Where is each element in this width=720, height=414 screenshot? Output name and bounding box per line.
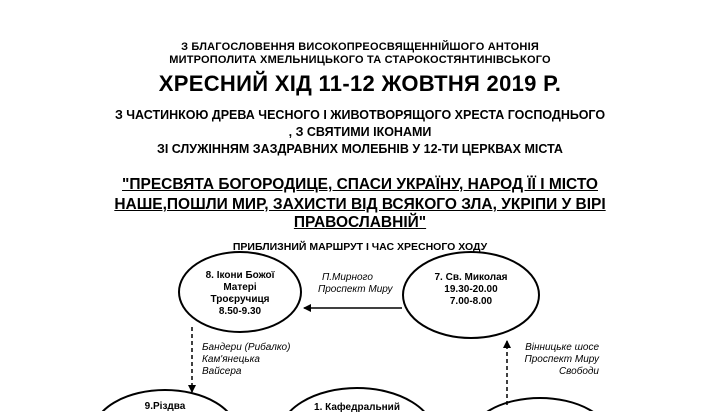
stop-7-label xyxy=(411,272,531,308)
prayer-line-2: НАШЕ,ПОШЛИ МИР, ЗАХИСТИ ВІД ВСЯКОГО ЗЛА, УКРІПИ У ВІРІ xyxy=(114,196,606,213)
prayer-line-1: "ПРЕСВЯТА БОГОРОДИЦЕ, СПАСИ УКРАЇНУ, НАРОД ЇЇ І МІСТО xyxy=(122,176,598,193)
stop-1-line-1: 1. Кафедральний xyxy=(314,402,400,413)
stop-8-label xyxy=(180,270,300,318)
path-to-7-note xyxy=(517,342,599,378)
stop-9-line-1: 9.Різдва xyxy=(144,401,186,412)
path-8-9-line-2: Кам'янецька xyxy=(202,354,260,365)
stop-8-line-3: Троєручиця xyxy=(210,294,270,305)
next-stop-ellipse xyxy=(470,398,610,411)
path-7-8-line-2: Проспект Миру xyxy=(318,284,393,295)
stop-8-line-2: Матері xyxy=(223,282,257,293)
path-7-8-note xyxy=(318,272,393,296)
stop-7-line-1: 7. Св. Миколая xyxy=(434,272,508,283)
route-caption: ПРИБЛИЗНИЙ МАРШРУТ І ЧАС ХРЕСНОГО ХОДУ xyxy=(232,241,488,253)
path-8-9-note xyxy=(202,342,290,378)
stop-8-time: 8.50-9.30 xyxy=(218,306,262,317)
path-to-7-line-3: Свободи xyxy=(558,366,599,377)
stop-9-label xyxy=(110,401,220,413)
path-8-9-line-3: Вайсера xyxy=(202,366,242,377)
subtitle-line-2: , З СВЯТИМИ ІКОНАМИ xyxy=(288,125,432,139)
stop-7-time-2: 7.00-8.00 xyxy=(449,296,493,307)
prayer-line-3: ПРАВОСЛАВНІЙ" xyxy=(293,214,427,231)
subtitle-line-3: ЗІ СЛУЖІННЯМ ЗАЗДРАВНИХ МОЛЕБНІВ У 12-ТИ ЦЕРКВАХ МІСТА xyxy=(157,142,563,156)
blessing-line-1: З БЛАГОСЛОВЕННЯ ВИСОКОПРЕОСВЯЩЕННІЙШОГО АНТОНІЯ xyxy=(181,41,539,53)
path-7-8-line-1: П.Мирного xyxy=(322,272,373,283)
path-to-7-line-2: Проспект Миру xyxy=(524,354,599,365)
subtitle-line-1: З ЧАСТИНКОЮ ДРЕВА ЧЕСНОГО І ЖИВОТВОРЯЩОГО ХРЕСТА ГОСПОДНЬОГО xyxy=(114,108,606,122)
path-to-7-line-1: Вінницьке шосе xyxy=(525,342,599,353)
stop-7-time-1: 19.30-20.00 xyxy=(444,284,498,295)
stop-1-label xyxy=(297,402,417,414)
stop-8-line-1: 8. Ікони Божої xyxy=(205,270,275,281)
path-8-9-line-1: Бандери (Рибалко) xyxy=(202,342,291,353)
blessing-line-2: МИТРОПОЛИТА ХМЕЛЬНИЦЬКОГО ТА СТАРОКОСТЯНТИНІВСЬКОГО xyxy=(169,54,551,66)
page-title: ХРЕСНИЙ ХІД 11-12 ЖОВТНЯ 2019 Р. xyxy=(158,71,562,96)
